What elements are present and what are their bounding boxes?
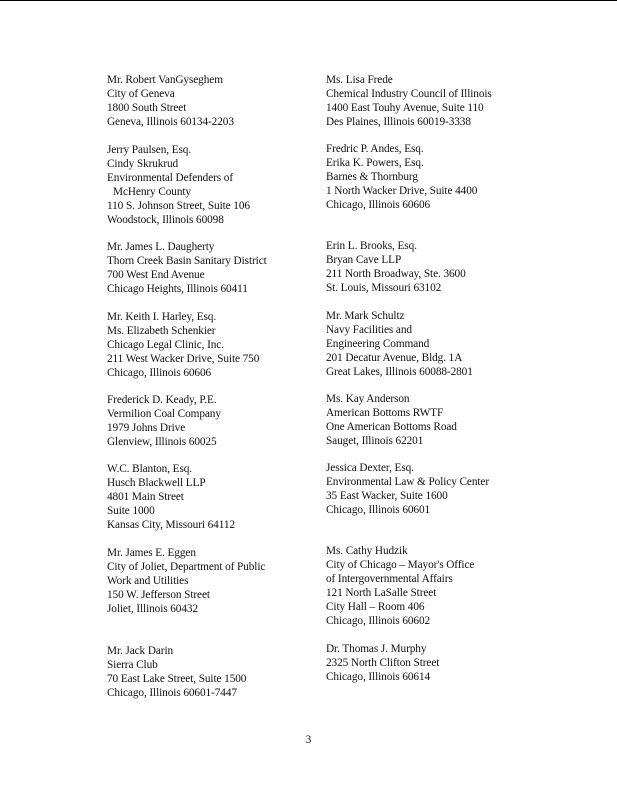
- address-line: Chicago, Illinois 60601: [326, 504, 431, 516]
- address-line: American Bottoms RWTF: [326, 407, 444, 419]
- address-line: Jerry Paulsen, Esq.: [107, 144, 192, 156]
- address-line: Environmental Defenders of: [107, 172, 234, 184]
- address-line: Des Plaines, Illinois 60019-3338: [326, 116, 471, 128]
- address-line: Barnes & Thornburg: [326, 171, 418, 183]
- address-line: Engineering Command: [326, 338, 430, 350]
- address-block: [326, 142, 566, 212]
- address-block: [326, 309, 566, 379]
- address-line: 70 East Lake Street, Suite 1500: [107, 673, 247, 685]
- address-block: [107, 310, 347, 380]
- address-line: Mr. Mark Schultz: [326, 310, 405, 322]
- top-scan-edge: [0, 0, 617, 1]
- address-line: Chicago, Illinois 60601-7447: [107, 687, 237, 699]
- address-line: 700 West End Avenue: [107, 269, 205, 281]
- address-block: [326, 73, 566, 129]
- address-line: Husch Blackwell LLP: [107, 477, 206, 489]
- address-line: St. Louis, Missouri 63102: [326, 282, 442, 294]
- address-line: Woodstock, Illinois 60098: [107, 214, 224, 226]
- address-line: 2325 North Clifton Street: [326, 657, 440, 669]
- address-line: Ms. Elizabeth Schenkier: [107, 325, 216, 337]
- address-line: Mr. Robert VanGyseghem: [107, 74, 223, 86]
- address-line: One American Bottoms Road: [326, 421, 457, 433]
- address-line: 121 North LaSalle Street: [326, 587, 437, 599]
- address-line: Chemical Industry Council of Illinois: [326, 88, 492, 100]
- address-line: Suite 1000: [107, 505, 155, 517]
- address-line: 211 North Broadway, Ste. 3600: [326, 268, 466, 280]
- address-line: 201 Decatur Avenue, Bldg. 1A: [326, 352, 463, 364]
- address-line: Chicago, Illinois 60602: [326, 615, 431, 627]
- address-line: Mr. James L. Daugherty: [107, 241, 215, 253]
- address-line: Chicago Legal Clinic, Inc.: [107, 339, 224, 351]
- address-block: [107, 393, 347, 449]
- address-line: Chicago, Illinois 60614: [326, 671, 431, 683]
- address-line: Navy Facilities and: [326, 324, 412, 336]
- address-line: Fredric P. Andes, Esq.: [326, 143, 424, 155]
- address-line: City Hall – Room 406: [326, 601, 425, 613]
- address-line: Ms. Lisa Frede: [326, 74, 393, 86]
- address-line: Mr. Keith I. Harley, Esq.: [107, 311, 217, 323]
- address-block: [326, 392, 566, 448]
- address-line: Ms. Kay Anderson: [326, 393, 410, 405]
- address-line: Thorn Creek Basin Sanitary District: [107, 255, 267, 267]
- address-line: Cindy Skrukrud: [107, 158, 179, 170]
- address-line: 211 West Wacker Drive, Suite 750: [107, 353, 260, 365]
- address-line: City of Joliet, Department of Public: [107, 561, 266, 573]
- address-line: 1979 Johns Drive: [107, 422, 186, 434]
- address-line: Frederick D. Keady, P.E.: [107, 394, 217, 406]
- address-line: Bryan Cave LLP: [326, 254, 402, 266]
- address-block: [107, 462, 347, 532]
- address-line: Great Lakes, Illinois 60088-2801: [326, 366, 473, 378]
- address-line: Environmental Law & Policy Center: [326, 476, 489, 488]
- address-line: Kansas City, Missouri 64112: [107, 519, 235, 531]
- address-line: 110 S. Johnson Street, Suite 106: [107, 200, 250, 212]
- address-line: City of Geneva: [107, 88, 175, 100]
- address-line: Work and Utilities: [107, 575, 189, 587]
- address-line: 1 North Wacker Drive, Suite 4400: [326, 185, 478, 197]
- address-block: [107, 644, 347, 700]
- address-line: Jessica Dexter, Esq.: [326, 462, 414, 474]
- address-line: of Intergovernmental Affairs: [326, 573, 453, 585]
- address-block: [107, 73, 347, 129]
- address-line: Mr. Jack Darin: [107, 645, 174, 657]
- address-line: Sierra Club: [107, 659, 158, 671]
- address-block: [326, 642, 566, 684]
- address-line: 35 East Wacker, Suite 1600: [326, 490, 448, 502]
- address-line: W.C. Blanton, Esq.: [107, 463, 193, 475]
- address-block: [107, 546, 347, 616]
- address-line: Sauget, Illinois 62201: [326, 435, 424, 447]
- address-block: [107, 143, 347, 227]
- address-block: [326, 239, 566, 295]
- address-line: 1400 East Touhy Avenue, Suite 110: [326, 102, 484, 114]
- address-line: 150 W. Jefferson Street: [107, 589, 210, 601]
- address-line: Glenview, Illinois 60025: [107, 436, 217, 448]
- address-line: City of Chicago – Mayor's Office: [326, 559, 475, 571]
- address-line: Dr. Thomas J. Murphy: [326, 643, 427, 655]
- address-line: Erin L. Brooks, Esq.: [326, 240, 417, 252]
- address-line: Chicago Heights, Illinois 60411: [107, 283, 248, 295]
- address-line: 1800 South Street: [107, 102, 187, 114]
- address-line: 4801 Main Street: [107, 491, 184, 503]
- address-line: Ms. Cathy Hudzik: [326, 545, 408, 557]
- address-line: Geneva, Illinois 60134-2203: [107, 116, 234, 128]
- address-block: [326, 461, 566, 517]
- address-line: Chicago, Illinois 60606: [107, 367, 212, 379]
- address-line: McHenry County: [113, 186, 191, 198]
- address-block: [326, 544, 566, 628]
- address-line: Erika K. Powers, Esq.: [326, 157, 424, 169]
- address-line: Chicago, Illinois 60606: [326, 199, 431, 211]
- address-line: Joliet, Illinois 60432: [107, 603, 198, 615]
- address-line: Vermilion Coal Company: [107, 408, 221, 420]
- address-block: [107, 240, 347, 296]
- address-line: Mr. James E. Eggen: [107, 547, 196, 559]
- page-number: 3: [305, 734, 312, 746]
